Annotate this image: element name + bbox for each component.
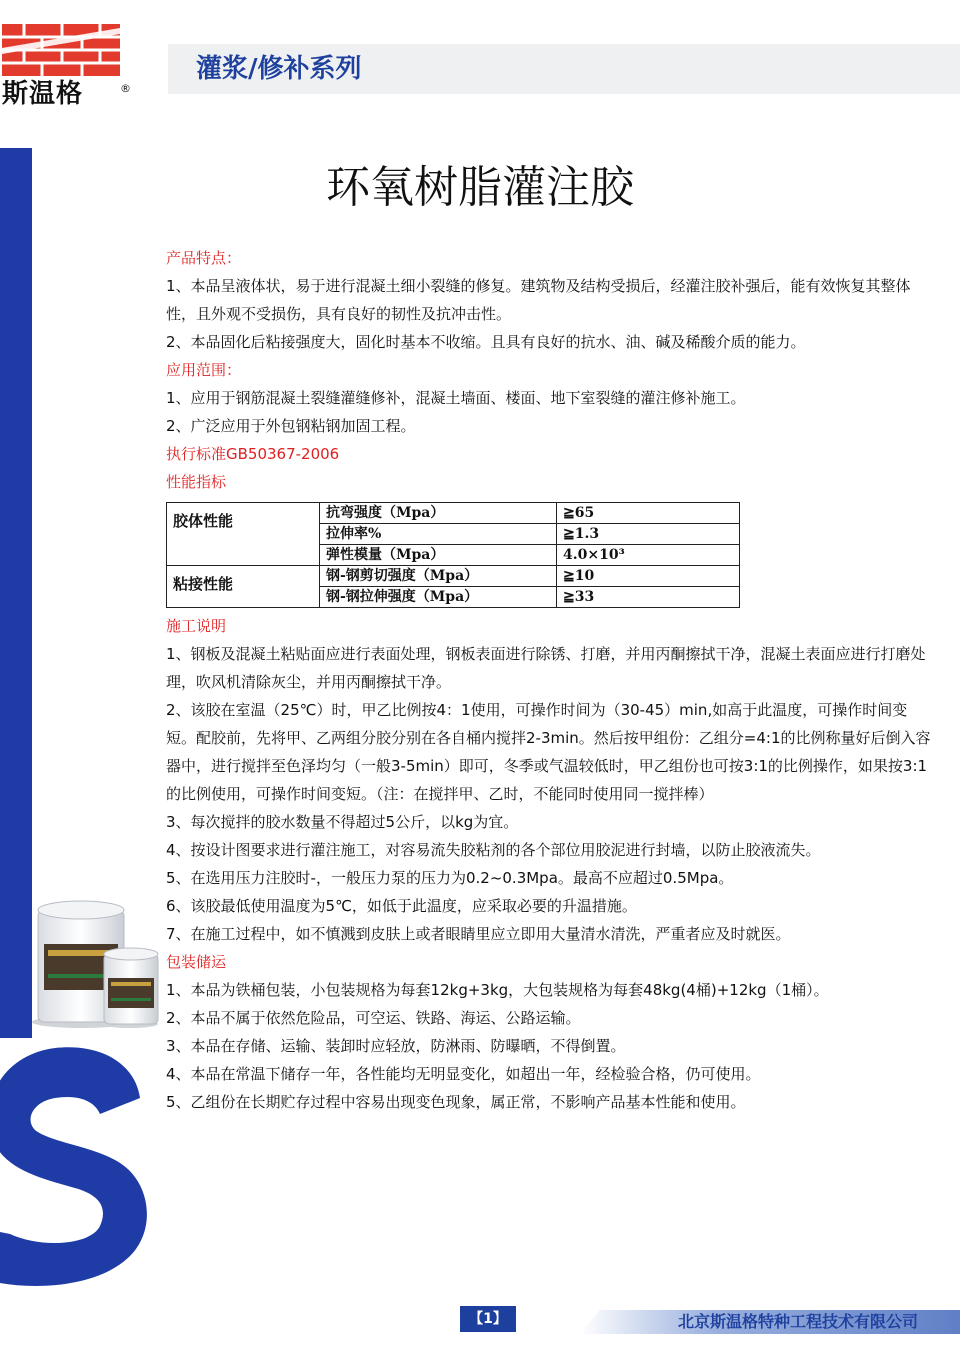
document-title: 环氧树脂灌注胶 [326, 162, 634, 213]
spec-name: 钢-钢拉伸强度（Mpa） [320, 587, 557, 608]
feature-item: 2、本品固化后粘接强度大，固化时基本不收缩。且具有良好的抗水、油、碱及稀酸介质的能力。 [166, 333, 806, 351]
spec-name: 弹性模量（Mpa） [320, 545, 557, 566]
spec-value: ≧33 [557, 587, 740, 608]
registered-mark: ® [120, 82, 131, 95]
header-bar [168, 44, 960, 94]
packaging-item: 4、本品在常温下储存一年，各性能均无明显变化，如超出一年，经检验合格，仍可使用。 [166, 1065, 761, 1083]
packaging-heading: 包装储运 [166, 953, 227, 971]
big-s-decoration [0, 1038, 150, 1288]
spec-value: ≧10 [557, 566, 740, 587]
scope-heading: 应用范围： [166, 361, 242, 379]
packaging-item: 5、乙组份在长期贮存过程中容易出现变色现象，属正常，不影响产品基本性能和使用。 [166, 1093, 746, 1111]
scope-item: 1、应用于钢筋混凝土裂缝灌缝修补，混凝土墙面、楼面、地下室裂缝的灌注修补施工。 [166, 389, 746, 407]
series-title: 灌浆/修补系列 [196, 54, 362, 84]
table-row [167, 566, 740, 587]
scope-item: 2、广泛应用于外包钢粘钢加固工程。 [166, 417, 416, 435]
group-label-bonding: 粘接性能 [167, 566, 320, 608]
feature-item: 1、本品呈液体状，易于进行混凝土细小裂缝的修复。建筑物及结构受损后，经灌注胶补强后，能有效恢复其整体性，且外观不受损伤，具有良好的韧性及抗冲击性。 [166, 277, 911, 323]
company-name: 北京斯温格特种工程技术有限公司 [678, 1312, 919, 1331]
left-blue-bar [0, 148, 32, 1038]
construction-item: 1、钢板及混凝土粘贴面应进行表面处理，钢板表面进行除锈、打磨，并用丙酮擦拭干净，混凝土表面应进行打磨处理，吹风机清除灰尘，并用丙酮擦拭干净。 [166, 645, 926, 691]
construction-item: 7、在施工过程中，如不慎溅到皮肤上或者眼睛里应立即用大量清水清洗，严重者应及时就医。 [166, 925, 791, 943]
packaging-item: 2、本品不属于依然危险品，可空运、铁路、海运、公路运输。 [166, 1009, 581, 1027]
brand-logo [0, 18, 140, 109]
packaging-item: 1、本品为铁桶包装，小包装规格为每套12kg+3kg，大包装规格为每套48kg(4桶)+12kg（1桶）。 [166, 981, 829, 999]
spec-name: 抗弯强度（Mpa） [320, 503, 557, 524]
spec-value: 4.0×10³ [557, 545, 740, 566]
table-row [167, 503, 740, 524]
packaging-item: 3、本品在存储、运输、装卸时应轻放，防淋雨、防曝晒，不得倒置。 [166, 1037, 626, 1055]
group-label-colloid: 胶体性能 [167, 503, 320, 566]
document-body [166, 244, 936, 1116]
construction-item: 5、在选用压力注胶时-，一般压力泵的压力为0.2~0.3Mpa。最高不应超过0.5Mpa。 [166, 869, 734, 887]
features-heading: 产品特点： [166, 249, 242, 267]
spec-value: ≧1.3 [557, 524, 740, 545]
performance-heading: 性能指标 [166, 473, 227, 491]
construction-item: 6、该胶最低使用温度为5℃，如低于此温度，应采取必要的升温措施。 [166, 897, 637, 915]
spec-name: 拉伸率% [320, 524, 557, 545]
construction-item: 4、按设计图要求进行灌注施工，对容易流失胶粘剂的各个部位用胶泥进行封墙，以防止胶液流失。 [166, 841, 821, 859]
construction-item: 3、每次搅拌的胶水数量不得超过5公斤，以kg为宜。 [166, 813, 519, 831]
construction-item: 2、该胶在室温（25℃）时，甲乙比例按4：1使用，可操作时间为（30-45）min,如高于此温度，可操作时间变短。配胶前，先将甲、乙两组分胶分别在各自桶内搅拌2-3min。然后按甲组份：乙组分=4:1的比例称量好后倒入容器中，进行搅拌至色泽均匀（一般3-5min）即可，冬季或气温较低时，甲乙组份也可按3:1的比例操作，如果按3:1的比例使用，可操作时间变短。（注：在搅拌甲、乙时，不能同时使用同一搅拌棒） [166, 701, 931, 803]
logo-text: 斯温格 [2, 79, 84, 109]
spec-value: ≧65 [557, 503, 740, 524]
page-number: 【1】 [460, 1306, 516, 1332]
standard-line: 执行标准GB50367-2006 [166, 445, 340, 463]
product-buckets-image [30, 890, 160, 1030]
performance-table [166, 502, 740, 608]
spec-name: 钢-钢剪切强度（Mpa） [320, 566, 557, 587]
construction-heading: 施工说明 [166, 617, 227, 635]
brick-logo-icon [2, 18, 120, 78]
